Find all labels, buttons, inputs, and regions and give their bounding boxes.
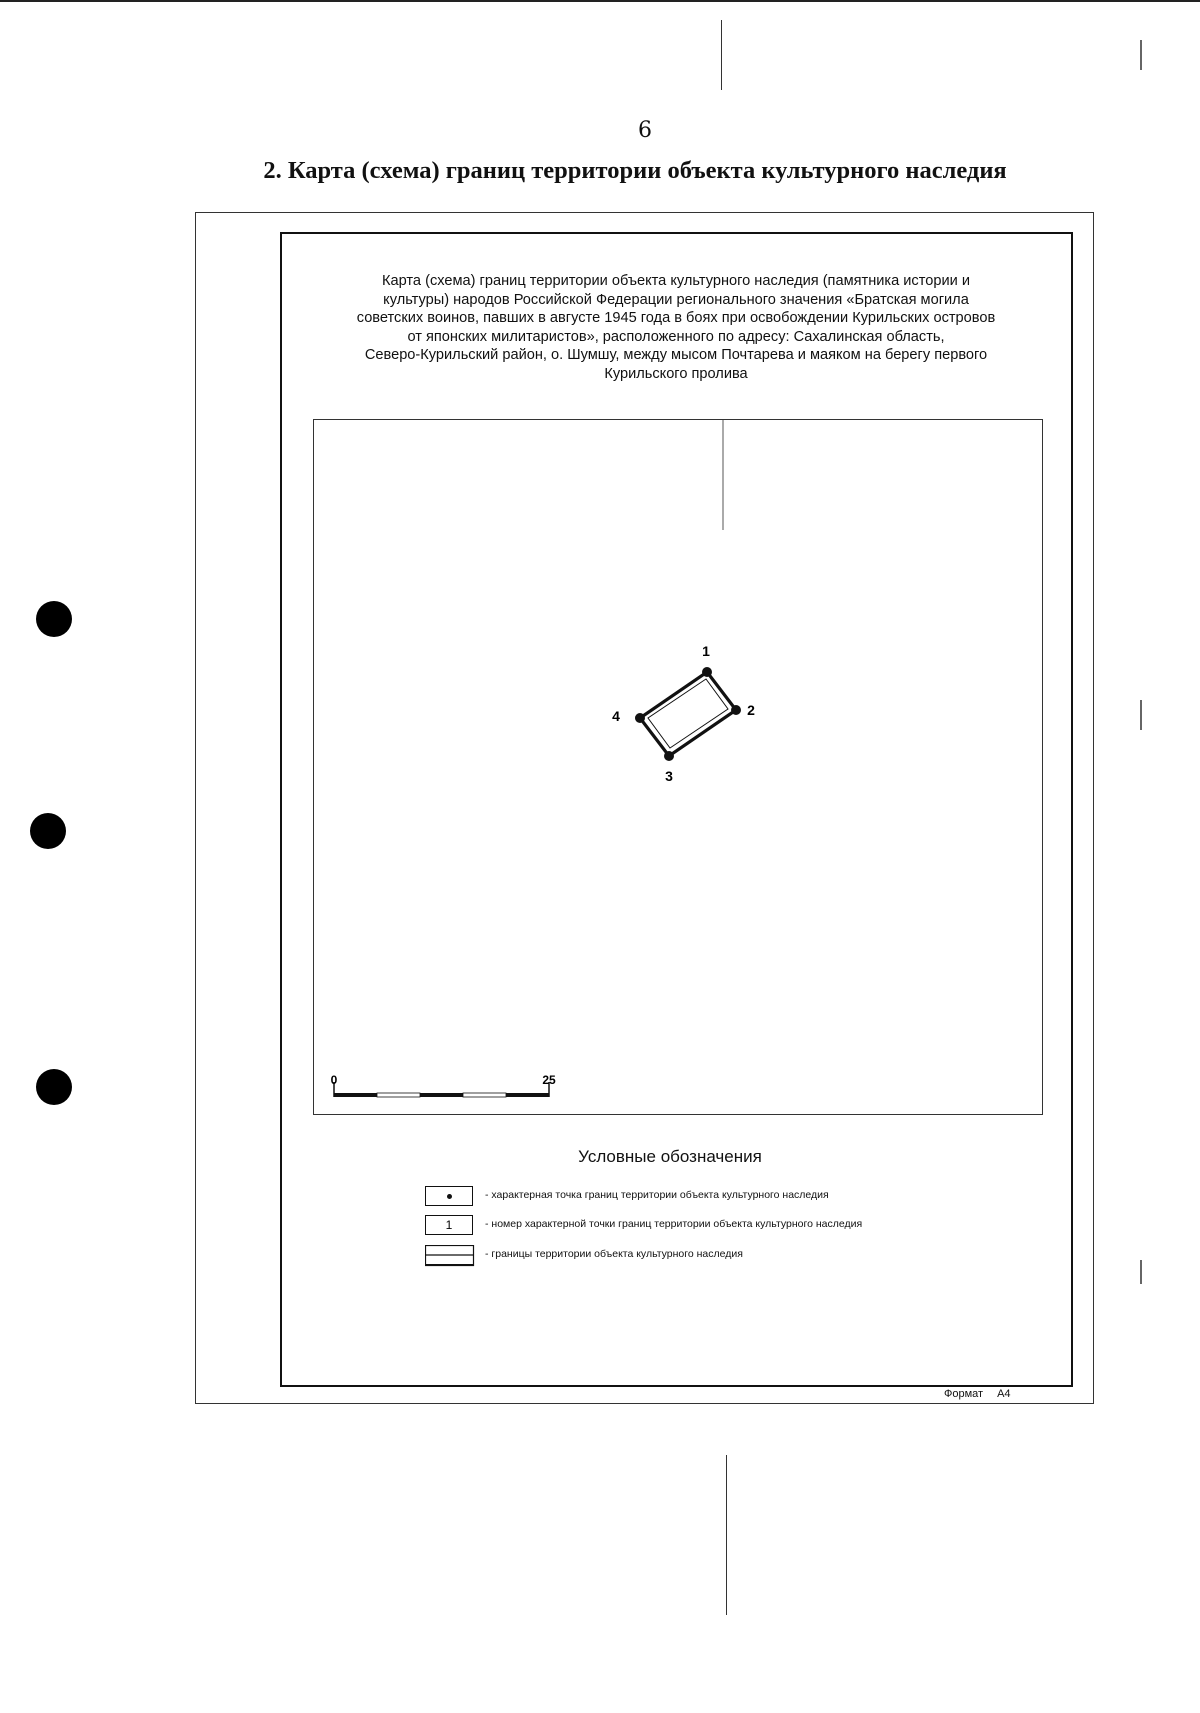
- scan-artifact: [1140, 700, 1142, 730]
- legend-text: - характерная точка границ территории объекта культурного наследия: [485, 1189, 829, 1201]
- boundary-point-1: [702, 667, 712, 677]
- map-title-line: культуры) народов Российской Федерации регионального значения «Братская могила: [383, 291, 969, 308]
- scale-segment: [377, 1093, 420, 1097]
- scan-edge-line: [0, 0, 1200, 2]
- map-panel: [313, 419, 1043, 1115]
- scan-artifact: [726, 1455, 727, 1615]
- format-value: А4: [997, 1388, 1011, 1400]
- point-label-1: 1: [702, 643, 710, 659]
- legend-title: Условные обозначения: [578, 1147, 762, 1166]
- punch-hole: [36, 601, 72, 637]
- scan-artifact: [721, 20, 722, 90]
- format-label-text: Формат: [944, 1388, 984, 1400]
- map-title: [290, 272, 1062, 383]
- boundary-map: [314, 420, 1042, 1114]
- point-label-2: 2: [747, 702, 755, 718]
- map-title-line: Курильского пролива: [604, 365, 748, 382]
- scale-segment: [463, 1093, 506, 1097]
- map-title-line: Северо-Курильский район, о. Шумшу, между мысом Почтарева и маяком на берегу первого: [364, 347, 988, 363]
- scale-segment: [334, 1093, 377, 1097]
- boundary-inner-line: [648, 679, 728, 748]
- boundary-point-4: [635, 713, 645, 723]
- scale-bar: [331, 1073, 556, 1097]
- format-label: [944, 1388, 1011, 1400]
- legend-item: [425, 1215, 1025, 1239]
- point-dot-icon: [447, 1194, 452, 1199]
- page-heading: 2. Карта (схема) границ территории объекта культурного наследия: [263, 157, 1007, 184]
- scan-artifact: [1140, 1260, 1142, 1284]
- legend-item: [425, 1186, 1025, 1210]
- boundary-point-3: [664, 751, 674, 761]
- punch-hole: [30, 813, 66, 849]
- scan-artifact: [1140, 40, 1142, 70]
- double-line-boundary-icon: [425, 1245, 475, 1269]
- page-number: 6: [638, 118, 652, 143]
- legend-text: - границы территории объекта культурного наследия: [485, 1248, 743, 1260]
- scale-label-end: 25: [542, 1073, 556, 1087]
- punch-hole: [36, 1069, 72, 1105]
- scale-label-start: 0: [330, 1073, 338, 1087]
- scale-segment: [420, 1093, 463, 1097]
- boundary-point-2: [731, 705, 741, 715]
- map-title-line: от японских милитаристов», расположенного по адресу: Сахалинская область,: [407, 328, 945, 345]
- legend-item: [425, 1245, 1025, 1269]
- legend-symbol-number: 1: [425, 1215, 473, 1235]
- map-title-line: советских воинов, павших в августе 1945 года в боях при освобождении Курильских островов: [356, 310, 996, 326]
- map-title-line: Карта (схема) границ территории объекта культурного наследия (памятника истории и: [381, 273, 970, 289]
- legend-symbol-point: [425, 1186, 473, 1206]
- legend-text: - номер характерной точки границ территории объекта культурного наследия: [485, 1218, 863, 1230]
- point-label-4: 4: [612, 708, 620, 724]
- scale-segment: [506, 1093, 549, 1097]
- point-label-3: 3: [665, 768, 673, 784]
